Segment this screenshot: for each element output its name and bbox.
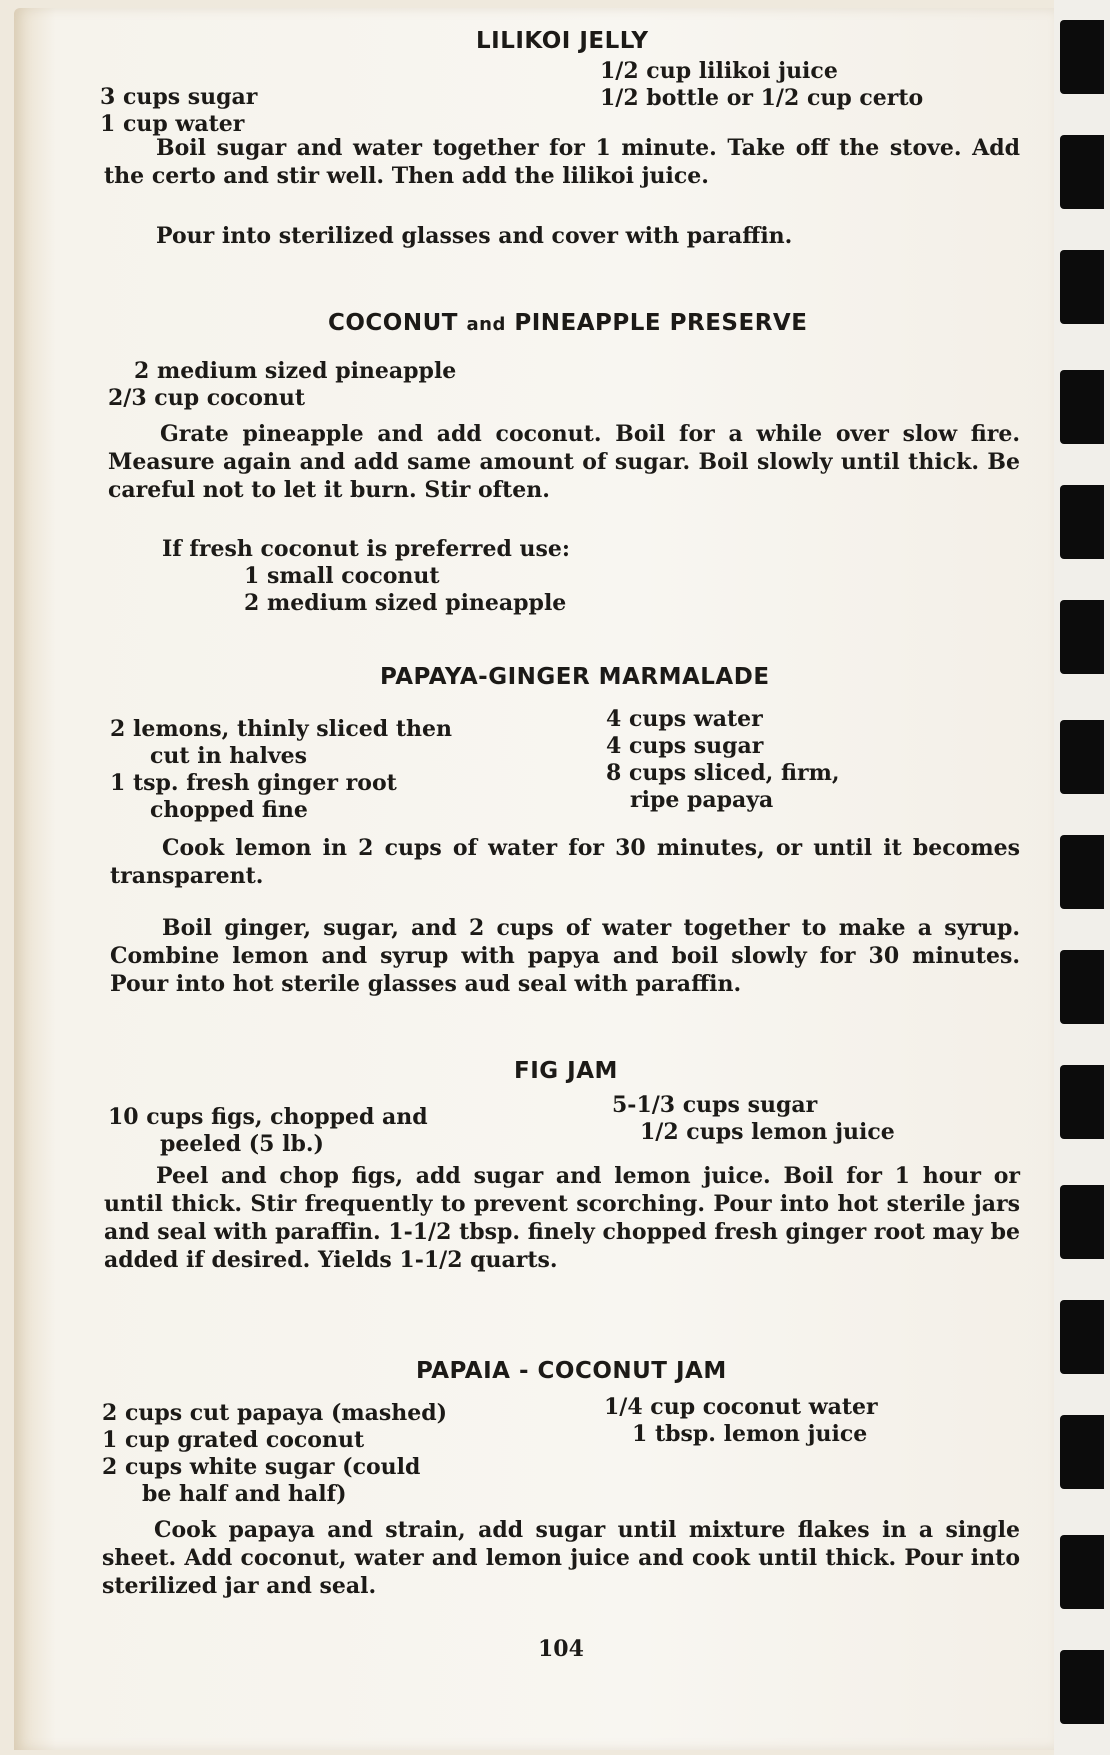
ingredient: 1 tbsp. lemon juice — [632, 1421, 868, 1447]
instruction-paragraph: Cook lemon in 2 cups of water for 30 minutes, or until it becomes transparent. — [110, 835, 1020, 889]
binding-tab — [1060, 1185, 1104, 1259]
ingredient: cut in halves — [150, 743, 307, 769]
binding-tab — [1060, 1300, 1104, 1374]
note — [162, 536, 570, 617]
instruction-paragraph: Pour into sterilized glasses and cover with paraffin. — [156, 223, 793, 249]
ingredient: 1/2 bottle or 1/2 cup certo — [600, 85, 924, 111]
ingredient: 1 cup water — [100, 111, 245, 137]
instruction-paragraph: Cook papaya and strain, add sugar until mixture flakes in a single sheet. Add coconut, water and lemon juice and cook until thick. Pour into sterilized jar and seal. — [102, 1517, 1020, 1599]
recipe-title: PAPAYA-GINGER MARMALADE — [380, 664, 770, 690]
note-text: If fresh coconut is preferred use: — [162, 536, 571, 562]
ingredient: 1/4 cup coconut water — [604, 1394, 878, 1420]
ingredient: 10 cups figs, chopped and — [108, 1104, 428, 1130]
ingredient: peeled (5 lb.) — [160, 1131, 324, 1157]
ingredient: 2 lemons, thinly sliced then — [110, 716, 452, 742]
binding-tab — [1060, 600, 1104, 674]
binding-tab — [1060, 835, 1104, 909]
instruction-paragraph: Peel and chop figs, add sugar and lemon juice. Boil for 1 hour or until thick. Stir frequently to prevent scorching. Pour into hot sterile jars and seal with paraffin. 1-1/2 tbsp. finely chopped fresh ginger root may be added if desired. Yields 1-1/2 quarts. — [104, 1163, 1020, 1273]
spiral-binding — [1054, 0, 1110, 1755]
ingredients-left — [102, 1400, 447, 1508]
ingredient: 1 tsp. fresh ginger root — [110, 770, 397, 796]
recipe-title: FIG JAM — [514, 1058, 618, 1084]
ingredients-left — [108, 1104, 428, 1158]
ingredient: 2 cups cut papaya (mashed) — [102, 1400, 448, 1426]
ingredients-right — [612, 1092, 895, 1146]
ingredients-left — [100, 84, 257, 138]
ingredient: 1/2 cup lilikoi juice — [600, 58, 838, 84]
ingredient: 5-1/3 cups sugar — [612, 1092, 818, 1118]
recipe-title: LILIKOI JELLY — [476, 28, 649, 54]
ingredient: 2 cups white sugar (could — [102, 1454, 421, 1480]
note-item: 1 small coconut — [244, 563, 440, 589]
binding-tab — [1060, 720, 1104, 794]
ingredient: 2 medium sized pineapple — [134, 358, 457, 384]
recipe-title — [328, 310, 807, 336]
recipe-title: PAPAIA - COCONUT JAM — [416, 1358, 727, 1384]
instruction-paragraph: Grate pineapple and add coconut. Boil for a while over slow fire. Measure again and add same amount of sugar. Boil slowly until thick. Be careful not to let it burn. Stir often. — [108, 421, 1020, 503]
instruction-paragraph: Boil ginger, sugar, and 2 cups of water together to make a syrup. Combine lemon and syrup with papya and boil slowly for 30 minutes. Pour into hot sterile glasses aud seal with paraffin. — [110, 915, 1020, 997]
title-part: and — [466, 314, 506, 335]
binding-tab — [1060, 950, 1104, 1024]
binding-tab — [1060, 250, 1104, 324]
binding-tab — [1060, 1535, 1104, 1609]
note-item: 2 medium sized pineapple — [244, 590, 567, 616]
ingredient: 1/2 cups lemon juice — [640, 1119, 895, 1145]
ingredient: chopped fine — [150, 797, 308, 823]
binding-tab — [1060, 20, 1104, 94]
binding-tab — [1060, 135, 1104, 209]
binding-tab — [1060, 1415, 1104, 1489]
binding-tab — [1060, 370, 1104, 444]
binding-tab — [1060, 1065, 1104, 1139]
binding-tab — [1060, 485, 1104, 559]
ingredient: 8 cups sliced, firm, — [606, 760, 840, 786]
ingredient: 1 cup grated coconut — [102, 1427, 365, 1453]
ingredient: 2/3 cup coconut — [108, 385, 306, 411]
ingredient: ripe papaya — [630, 787, 774, 813]
ingredients-left — [110, 716, 452, 824]
ingredients-left — [108, 358, 456, 412]
instruction-paragraph: Boil sugar and water together for 1 minute. Take off the stove. Add the certo and stir well. Then add the lilikoi juice. — [104, 135, 1020, 189]
ingredients-right — [600, 58, 923, 112]
title-part: PINEAPPLE PRESERVE — [514, 310, 808, 336]
ingredients-right — [604, 1394, 878, 1448]
ingredient: 4 cups sugar — [606, 733, 764, 759]
page-number: 104 — [538, 1636, 584, 1662]
ingredient: 4 cups water — [606, 706, 763, 732]
ingredient: 3 cups sugar — [100, 84, 258, 110]
title-part: COCONUT — [328, 310, 458, 336]
ingredient: be half and half) — [142, 1481, 347, 1507]
ingredients-right — [606, 706, 840, 814]
binding-tab — [1060, 1650, 1104, 1724]
